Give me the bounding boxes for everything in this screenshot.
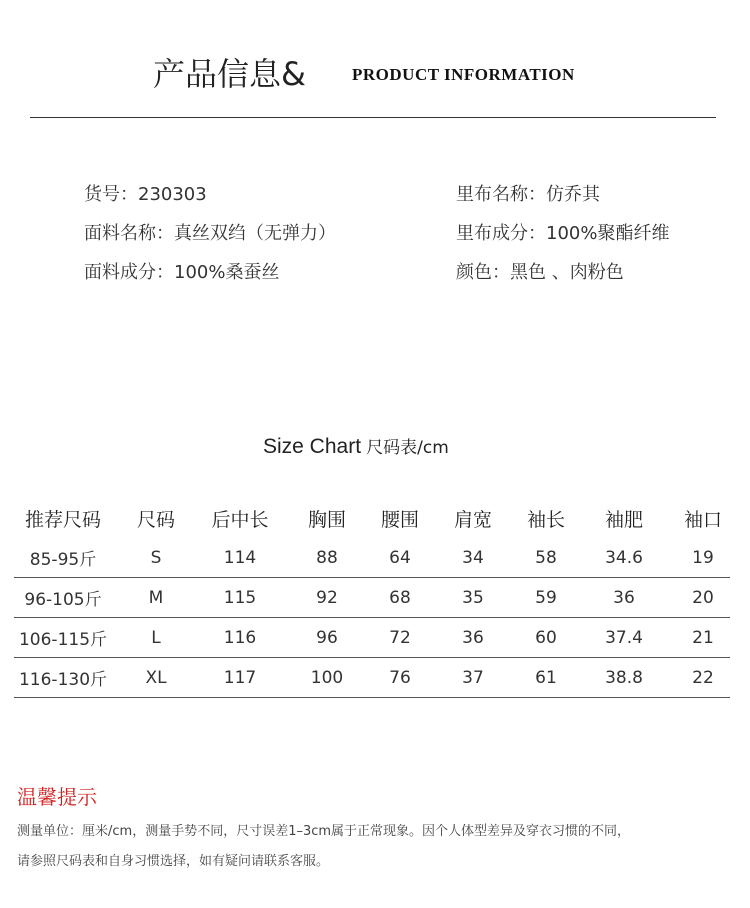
info-item-product-no xyxy=(84,180,207,206)
column-header: 袖肥 xyxy=(604,508,643,531)
table-cell: 59 xyxy=(520,578,572,618)
info-item-lining-composition xyxy=(456,219,669,245)
table-cell: 106-115斤 xyxy=(14,618,112,658)
info-label: 货号： xyxy=(84,184,138,205)
table-cell: 35 xyxy=(426,578,520,618)
table-cell: 96-105斤 xyxy=(14,578,112,618)
table-cell: XL xyxy=(112,658,200,698)
table-row xyxy=(14,538,730,578)
column-header: 肩宽 xyxy=(453,508,492,531)
table-cell: 34 xyxy=(426,538,520,578)
table-cell: 88 xyxy=(280,538,374,578)
header-divider xyxy=(30,117,716,118)
table-cell: 114 xyxy=(200,538,280,578)
info-label: 里布成分： xyxy=(456,223,546,244)
table-header-row xyxy=(14,498,730,538)
header xyxy=(0,46,750,96)
table-cell: 116 xyxy=(200,618,280,658)
table-cell: 37 xyxy=(426,658,520,698)
info-item-lining-name xyxy=(456,180,600,206)
table-cell: M xyxy=(112,578,200,618)
info-item-fabric-name xyxy=(84,219,336,245)
info-label: 面料名称： xyxy=(84,223,174,244)
table-cell: 61 xyxy=(520,658,572,698)
tips-title: 温馨提示 xyxy=(17,785,97,809)
size-table xyxy=(14,498,730,698)
column-header: 袖口 xyxy=(683,508,722,531)
info-value: 真丝双绉（无弹力） xyxy=(174,223,336,244)
table-cell: 36 xyxy=(572,578,676,618)
table-row xyxy=(14,578,730,618)
table-cell: 116-130斤 xyxy=(14,658,112,698)
info-label: 里布名称： xyxy=(456,184,546,205)
table-cell: 58 xyxy=(520,538,572,578)
tips-text-line-2: 请参照尺码表和自身习惯选择，如有疑问请联系客服。 xyxy=(17,854,330,869)
table-cell: 60 xyxy=(520,618,572,658)
info-label: 颜色： xyxy=(456,262,510,283)
tips-text-line-1: 测量单位：厘米/cm，测量手势不同，尺寸误差1–3cm属于正常现象。因个人体型差异及穿衣习惯的不同， xyxy=(17,824,631,839)
column-header: 尺码 xyxy=(136,508,175,531)
info-item-fabric-composition xyxy=(84,258,279,284)
table-cell: 96 xyxy=(280,618,374,658)
size-chart-title xyxy=(263,433,449,459)
table-cell: L xyxy=(112,618,200,658)
table-cell: 85-95斤 xyxy=(14,538,112,578)
info-value: 黑色 、肉粉色 xyxy=(510,262,624,283)
column-header: 袖长 xyxy=(526,508,565,531)
table-cell: 68 xyxy=(374,578,426,618)
table-cell: 64 xyxy=(374,538,426,578)
page-title: 产品信息& xyxy=(153,55,306,93)
table-cell: 22 xyxy=(676,658,730,698)
table-cell: S xyxy=(112,538,200,578)
table-cell: 21 xyxy=(676,618,730,658)
column-header: 推荐尺码 xyxy=(24,508,101,531)
table-row xyxy=(14,658,730,698)
info-label: 面料成分： xyxy=(84,262,174,283)
info-value: 仿乔其 xyxy=(546,184,600,205)
table-cell: 19 xyxy=(676,538,730,578)
table-cell: 100 xyxy=(280,658,374,698)
info-value: 100%聚酯纤维 xyxy=(546,223,670,244)
table-cell: 76 xyxy=(374,658,426,698)
table-cell: 92 xyxy=(280,578,374,618)
size-chart-title-english: Size Chart xyxy=(263,435,362,458)
table-cell: 115 xyxy=(200,578,280,618)
table-cell: 36 xyxy=(426,618,520,658)
table-cell: 37.4 xyxy=(572,618,676,658)
info-item-color xyxy=(456,258,624,284)
table-cell: 20 xyxy=(676,578,730,618)
column-header: 胸围 xyxy=(307,508,346,531)
page-title-english: PRODUCT INFORMATION xyxy=(352,65,575,84)
table-row xyxy=(14,618,730,658)
size-chart-title-chinese: 尺码表/cm xyxy=(366,438,449,458)
table-cell: 38.8 xyxy=(572,658,676,698)
table-cell: 72 xyxy=(374,618,426,658)
column-header: 后中长 xyxy=(211,508,269,531)
table-cell: 117 xyxy=(200,658,280,698)
table-cell: 34.6 xyxy=(572,538,676,578)
info-value: 230303 xyxy=(138,184,207,205)
column-header: 腰围 xyxy=(380,508,419,531)
info-value: 100%桑蚕丝 xyxy=(174,262,280,283)
